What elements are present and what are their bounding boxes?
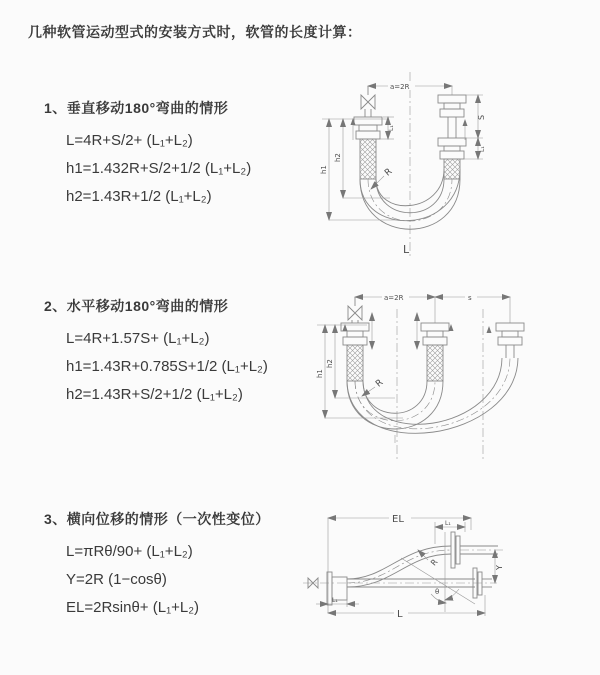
formula-h1-2: h1=1.43R+0.785S+1/2 (L₁+L₂) [66,358,268,375]
dim-a-2r-label: a=2R [390,83,410,91]
diagram-horizontal-180-bend [295,283,565,473]
dim-s-label: s [468,294,472,302]
page-title: 几种软管运动型式的安装方式时，软管的长度计算： [28,24,362,40]
radius-label: R [374,377,386,390]
section-vertical-movement [44,98,251,211]
dim-y-label: Y [495,565,504,570]
dim-l1-left-label: L₁ [388,125,395,131]
dim-l1-right-label: L₁ [479,146,486,152]
left-flange [308,572,347,605]
diagram-vertical-180-bend [300,62,555,262]
dim-s-label: S [477,114,486,120]
length-label: L [403,243,410,256]
formula-h2-1: h2=1.43R+1/2 (L₁+L₂) [66,188,212,205]
formula-EL-3: EL=2Rsinθ+ (L₁+L₂) [66,599,200,616]
dim-h2-label: h2 [334,153,342,162]
left-hose-fitting [354,117,382,179]
radius-construction [401,532,475,612]
dim-a-2r [355,292,510,323]
diagram-lateral-displacement [295,500,510,665]
theta-label: θ [435,588,440,596]
dim-l-label: L [397,609,403,620]
formula-L-2: L=4R+1.57S+ (L₁+L₂) [66,330,210,347]
dim-l1-left-label: L₁ [332,597,338,604]
dim-h2-label: h2 [326,359,334,368]
right-fitting-upper [438,95,466,138]
fitting-length-dims [372,313,417,349]
right-hose-fitting [496,323,524,358]
section-horizontal-movement [44,296,268,409]
formula-Y-3: Y=2R (1−cosθ) [66,571,167,588]
hose-u-bend-original [347,381,443,429]
section-lateral-displacement [44,509,270,622]
dim-h1-label: h1 [320,165,328,174]
radius-leader [362,387,395,443]
dim-h2 [335,325,395,398]
valve-icon [348,297,362,323]
dim-h1-label: h1 [316,369,324,378]
formula-L-3: L=πRθ/90+ (L₁+L₂) [66,543,193,560]
section-1-heading: 1、垂直移动180°弯曲的情形 [44,100,229,116]
reference-arrows [351,118,468,140]
dim-l [328,595,485,618]
section-2-heading: 2、水平移动180°弯曲的情形 [44,298,229,314]
radius-label: R [429,557,440,568]
dim-l1-top-label: L₁ [445,520,451,527]
dim-el-label: EL [392,514,404,525]
formula-L-1: L=4R+S/2+ (L₁+L₂) [66,132,193,149]
valve-icon [361,86,375,117]
radius-label: R [383,166,395,179]
formula-h1-1: h1=1.432R+S/2+1/2 (L₁+L₂) [66,160,252,177]
left-hose-fitting [341,323,369,381]
right-fitting-lower [438,138,466,179]
centerlines [397,309,483,461]
dim-a-2r-label: a=2R [384,294,404,302]
formula-h2-2: h2=1.43R+S/2+1/2 (L₁+L₂) [66,386,243,403]
section-3-heading: 3、横向位移的情形（一次性变位） [44,511,270,527]
middle-hose-fitting [421,323,449,381]
original-straight-pipe [347,568,492,598]
